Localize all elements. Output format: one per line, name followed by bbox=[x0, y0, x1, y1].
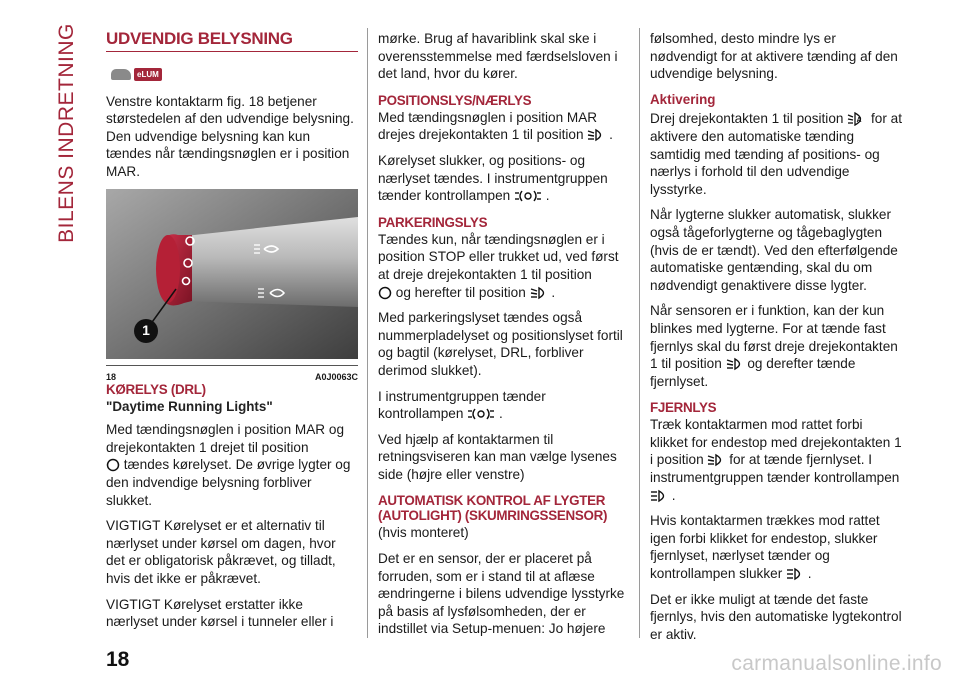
off-position-icon bbox=[378, 286, 392, 300]
elum-indicator bbox=[111, 68, 358, 81]
low-beam-icon bbox=[707, 453, 725, 467]
activation-heading: Aktivering bbox=[650, 91, 716, 107]
parking-lights-heading: PARKERINGSLYS bbox=[378, 214, 488, 230]
akt-text-b: for at aktivere den automatiske tænding samtidig med tænding af positions- og nærlys i forhold til den udvendige lysstyrke. bbox=[650, 111, 902, 197]
high-beam-icon bbox=[786, 567, 804, 581]
parking-paragraph-2: Med parkeringslyset tændes også nummerpladelyset og positionslyset fortil og bagtil (kørelyset, DRL, forbliver derimod slukket). bbox=[378, 310, 623, 378]
column-divider bbox=[367, 28, 368, 638]
continuation-paragraph: mørke. Brug af havariblink skal ske i overensstemmelse med færdselsloven i det land, hvor du kører. bbox=[378, 31, 618, 82]
column-2 bbox=[378, 30, 630, 646]
park-text-c: . bbox=[551, 284, 556, 300]
page-number: 18 bbox=[106, 648, 130, 671]
park-text-a: Tændes kun, når tændingsnøglen er i position STOP eller trukket ud, ved først at dreje drejekontakten 1 til position bbox=[378, 231, 619, 282]
fj2-text-b: . bbox=[807, 566, 812, 582]
fj2-text-a: Hvis kontaktarmen trækkes mod rattet igen forbi klikket for endestop, slukker fjernlyset, nærlyset tænder og kontrollampen slukker bbox=[650, 513, 880, 582]
position-lights-warning-icon bbox=[467, 407, 495, 421]
intro-paragraph: Venstre kontaktarm fig. 18 betjener størstedelen af den udvendige belysning. Den udvendige belysning kan kun tændes når tændingsnøglen er i position MAR. bbox=[106, 93, 354, 179]
chapter-title: BILENS INDRETNING bbox=[55, 23, 78, 243]
park-text-b: og herefter til position bbox=[395, 284, 526, 300]
drl-note-1: VIGTIGT Kørelyset er et alternativ til nærlyset under kørsel om dagen, hvor det er obligatorisk påkrævet, og tilladt, hvis det ikke er påkrævet. bbox=[106, 518, 336, 586]
callout-number: 1 bbox=[142, 321, 150, 338]
figure-18 bbox=[106, 189, 358, 382]
drl-paragraph bbox=[106, 421, 358, 509]
activation-paragraph-1 bbox=[650, 110, 902, 198]
position-lights-heading: POSITIONSLYS/NÆRLYS bbox=[378, 92, 532, 108]
pos2-text-b: . bbox=[545, 188, 550, 204]
park3-text-a: I instrumentgruppen tænder kontrollampen bbox=[378, 388, 546, 422]
drl-text-a: Med tændingsnøglen i position MAR og drejekontakten 1 drejet til position bbox=[106, 422, 345, 455]
column-divider bbox=[639, 28, 640, 638]
drl-heading: KØRELYS (DRL) bbox=[106, 381, 206, 397]
autolight-subheading: (hvis monteret) bbox=[378, 525, 469, 541]
position-lights-warning-icon bbox=[514, 189, 542, 203]
parking-paragraph-4: Ved hjælp af kontaktarmen til retningsviseren kan man vælge lysenes side (højre eller venstre) bbox=[378, 431, 617, 482]
pos-text-a: Med tændingsnøglen i position MAR drejes drejekontakten 1 til position bbox=[378, 109, 598, 143]
fj-text-a: Træk kontaktarmen mod rattet forbi klikket for endestop med drejekontakten 1 i position bbox=[650, 417, 902, 468]
pos2-text-a: Kørelyset slukker, og positions- og nærlyset tændes. I instrumentgruppen tænder kontrollampen bbox=[378, 152, 608, 204]
high-beam-icon bbox=[650, 489, 668, 503]
autolight-paragraph: Det er en sensor, der er placeret på forruden, som er i stand til at aflæse ændringerne i bilens udvendige lysstyrke på basis af lysfølsomheden, der er indstillet via Setup-menuen: Jo højere bbox=[378, 551, 625, 637]
column-1 bbox=[106, 30, 358, 639]
low-beam-icon bbox=[530, 286, 548, 300]
autolight-heading: AUTOMATISK KONTROL AF LYGTER (AUTOLIGHT) (SKUMRINGSSENSOR) bbox=[378, 493, 608, 524]
low-beam-icon bbox=[726, 357, 744, 371]
akt3-text-b: og derefter tænde fjernlyset. bbox=[650, 356, 856, 389]
akt-text-a: Drej drejekontakten 1 til position bbox=[650, 111, 844, 127]
section-title: UDVENDIG BELYSNING bbox=[106, 30, 358, 52]
drl-text-b: tændes kørelyset. De øvrige lygter og den indvendige belysning forbliver slukket. bbox=[106, 457, 351, 508]
drl-icon bbox=[106, 458, 120, 472]
drl-note-2: VIGTIGT Kørelyset erstatter ikke nærlyset under kørsel i tunneler eller i bbox=[106, 596, 334, 630]
auto-light-icon bbox=[847, 112, 867, 126]
fj-text-c: . bbox=[671, 487, 676, 503]
high-beam-heading: FJERNLYS bbox=[650, 400, 717, 416]
park3-text-b: . bbox=[498, 406, 503, 422]
watermark: carmanualsonline.info bbox=[731, 652, 942, 675]
svg-text:A: A bbox=[856, 117, 862, 125]
high-beam-paragraph-3: Det er ikke muligt at tænde det faste fjernlys, hvis den automatiske lygtekontrol er aktiv. bbox=[650, 591, 902, 642]
akt3-text-a: Når sensoren er i funktion, kan der kun blinkes med lygterne. For at tænde fast fjernlys skal du først dreje drejekontakten 1 til position bbox=[650, 303, 898, 372]
activation-paragraph-3 bbox=[650, 302, 902, 390]
low-beam-icon bbox=[587, 128, 605, 142]
high-beam-paragraph-2 bbox=[650, 512, 902, 582]
parking-paragraph-1 bbox=[378, 231, 630, 301]
continuation-paragraph: følsomhed, desto mindre lys er nødvendigt for at aktivere tænding af den udvendige belysning. bbox=[650, 31, 898, 82]
high-beam-paragraph-1 bbox=[650, 416, 902, 504]
pos-text-b: . bbox=[609, 127, 613, 143]
fj-text-b: for at tænde fjernlyset. I instrumentgruppen tænder kontrollampen bbox=[650, 452, 900, 486]
column-3 bbox=[650, 30, 902, 651]
activation-paragraph-2: Når lygterne slukker automatisk, slukker også tågeforlygterne og tågebaglygten (hvis de er tændt). Ved den efterfølgende automatiske gentænding, skal du om nødvendigt genaktivere disse lygter. bbox=[650, 207, 898, 293]
position-paragraph-1 bbox=[378, 109, 630, 144]
figure-code: A0J0063C bbox=[314, 371, 358, 382]
drl-subheading: "Daytime Running Lights" bbox=[106, 398, 273, 414]
elum-badge: eLUM bbox=[134, 68, 162, 81]
parking-paragraph-3 bbox=[378, 388, 630, 423]
car-icon bbox=[111, 69, 131, 80]
figure-caption bbox=[106, 365, 358, 387]
position-paragraph-2 bbox=[378, 152, 630, 205]
figure-number: 18 bbox=[106, 371, 117, 382]
chapter-sidebar bbox=[52, 18, 82, 248]
